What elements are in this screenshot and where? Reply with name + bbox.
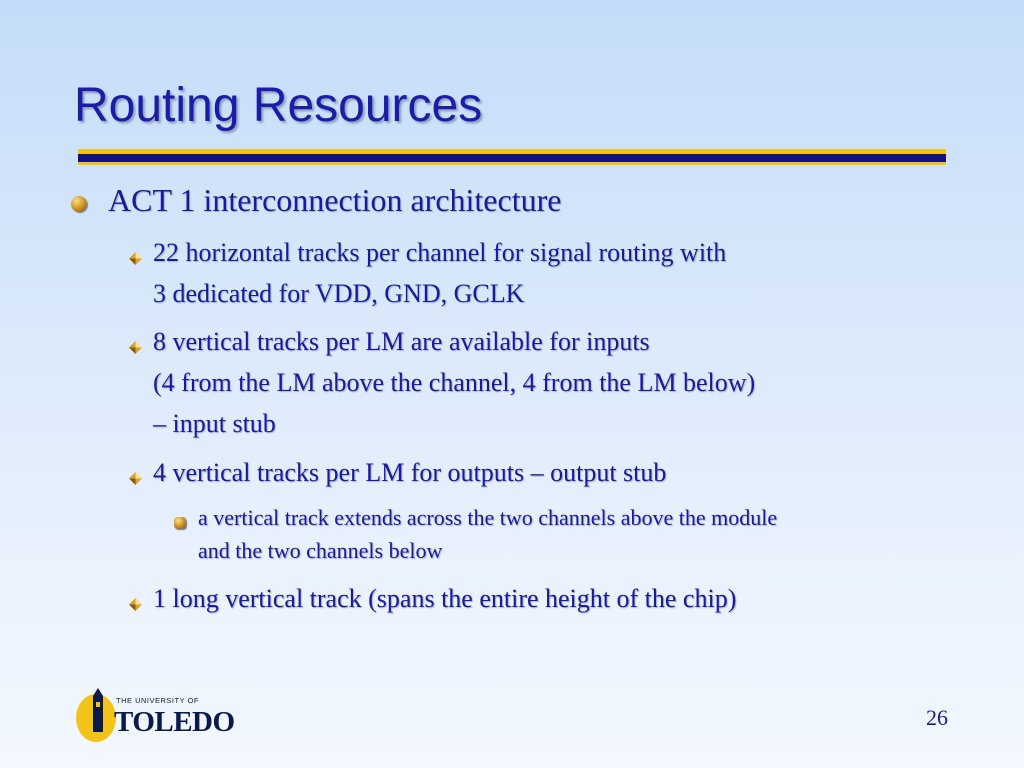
bullet-item-4-line-1: 1 long vertical track (spans the entire height of the chip) — [153, 584, 737, 613]
bullet-item-2-line-1: 8 vertical tracks per LM are available for inputs — [153, 327, 650, 356]
logo-big-text: TOLEDO — [114, 706, 235, 738]
bullet-item-2-line-3: – input stub — [153, 409, 276, 438]
square-bullet-icon — [174, 517, 186, 529]
tower-emblem-icon — [74, 686, 118, 744]
bullet-ball-icon — [71, 196, 87, 212]
bullet-item-1-line-1: 22 horizontal tracks per channel for signal routing with — [153, 238, 727, 267]
title-underline-gold-lower — [78, 162, 946, 165]
diamond-bullet-icon — [129, 598, 142, 611]
slide-title: Routing Resources — [74, 79, 483, 132]
sub-bullet-line-2: and the two channels below — [198, 538, 443, 563]
bullet-item-2-line-2: (4 from the LM above the channel, 4 from the LM below) — [153, 368, 756, 397]
diamond-bullet-icon — [129, 472, 142, 485]
bullet-item-3-line-1: 4 vertical tracks per LM for outputs – output stub — [153, 458, 667, 487]
sub-bullet-line-1: a vertical track extends across the two channels above the module — [198, 505, 778, 530]
title-underline-navy — [78, 154, 946, 162]
bullet-level1-text: ACT 1 interconnection architecture — [108, 182, 562, 218]
bullet-item-1-line-2: 3 dedicated for VDD, GND, GCLK — [153, 279, 525, 308]
page-number: 26 — [926, 705, 948, 730]
diamond-bullet-icon — [129, 341, 142, 354]
university-logo — [74, 686, 244, 744]
diamond-bullet-icon — [129, 252, 142, 265]
logo-small-text: THE UNIVERSITY OF — [116, 696, 199, 705]
